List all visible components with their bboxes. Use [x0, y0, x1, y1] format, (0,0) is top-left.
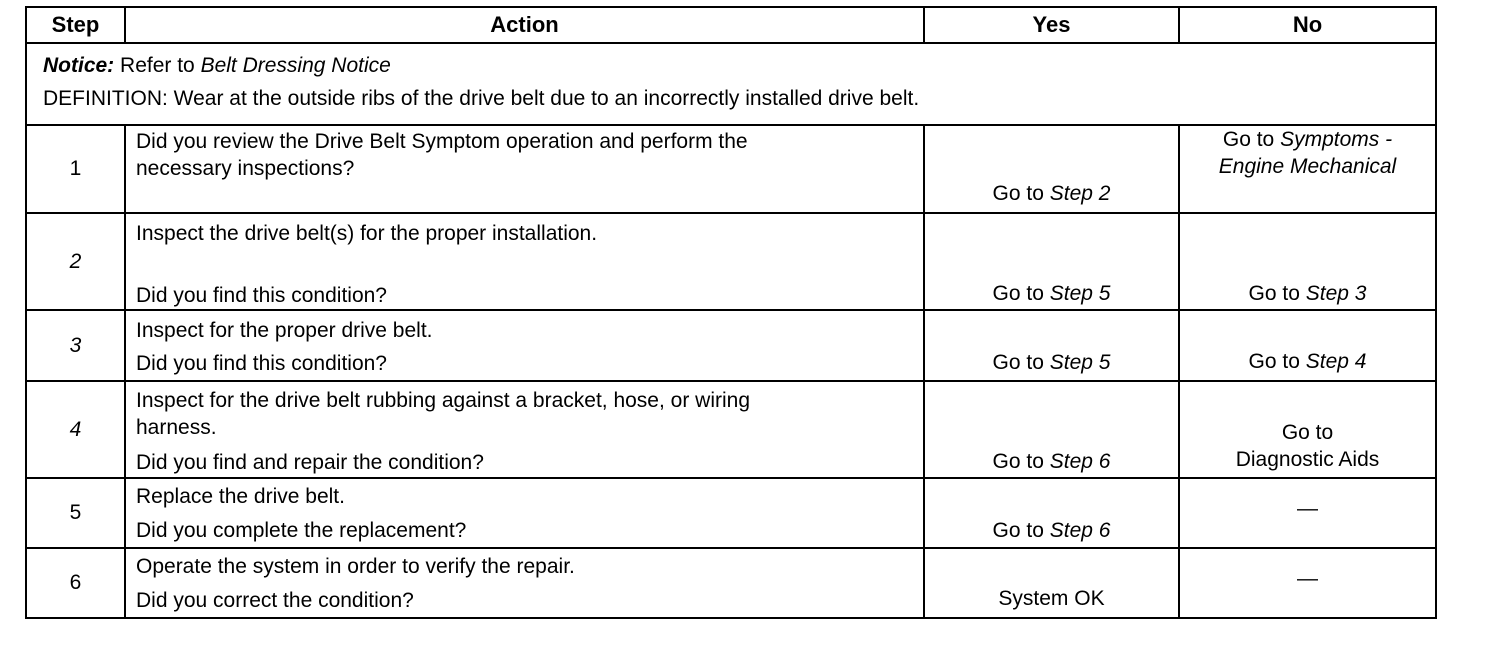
diagnostic-aids-link[interactable]: Diagnostic Aids — [1235, 448, 1380, 471]
no-cell — [1179, 548, 1436, 618]
goto-prefix: Go to — [992, 182, 1044, 205]
goto-prefix: Go to — [992, 519, 1044, 542]
action-text: Inspect the drive belt(s) for the proper installation. — [136, 222, 598, 245]
yes-answer — [925, 180, 1178, 207]
step-link[interactable]: Step 4 — [1305, 350, 1367, 373]
action-question: Did you find this condition? — [136, 284, 387, 307]
goto-prefix: Go to — [1222, 128, 1275, 151]
action-cell — [125, 310, 924, 381]
diagnostic-table — [25, 6, 1437, 619]
symptoms-link-line2[interactable]: Engine Mechanical — [1218, 155, 1397, 178]
header-action: Action — [125, 7, 924, 43]
action-cell — [125, 125, 924, 213]
table-row — [26, 125, 1436, 213]
step-link[interactable]: Step 5 — [1049, 282, 1111, 305]
action-text: necessary inspections? — [136, 157, 355, 180]
notice-label: Notice: — [43, 54, 115, 77]
yes-cell — [924, 125, 1179, 213]
goto-prefix: Go to — [1248, 282, 1300, 305]
action-text: Operate the system in order to verify the repair. — [136, 555, 575, 578]
action-text: Replace the drive belt. — [136, 485, 345, 508]
action-cell — [125, 548, 924, 618]
step-link[interactable]: Step 6 — [1049, 519, 1111, 542]
no-answer-dash: — — [1297, 497, 1318, 520]
action-cell — [125, 478, 924, 548]
table-row — [26, 478, 1436, 548]
action-question: Did you find and repair the condition? — [136, 451, 484, 474]
header-step: Step — [26, 7, 125, 43]
step-link[interactable]: Step 5 — [1049, 351, 1111, 374]
yes-cell — [924, 381, 1179, 478]
no-answer — [1180, 348, 1435, 375]
no-cell — [1179, 381, 1436, 478]
goto-prefix: Go to — [992, 450, 1044, 473]
step-number: 3 — [26, 310, 125, 381]
yes-cell — [924, 213, 1179, 310]
step-link[interactable]: Step 3 — [1305, 282, 1367, 305]
system-ok-text: System OK — [998, 587, 1105, 610]
yes-answer — [925, 448, 1178, 475]
table-row — [26, 213, 1436, 310]
step-link[interactable]: Step 6 — [1049, 450, 1111, 473]
action-text: Inspect for the proper drive belt. — [136, 319, 433, 342]
action-question: Did you complete the replacement? — [136, 519, 467, 542]
definition-text: DEFINITION: Wear at the outside ribs of the drive belt due to an incorrectly installed drive belt. — [43, 87, 920, 110]
notice-line — [43, 52, 1435, 85]
table-row — [26, 548, 1436, 618]
notice-ref: Belt Dressing Notice — [200, 54, 391, 77]
goto-prefix: Go to — [992, 351, 1044, 374]
action-text: Did you review the Drive Belt Symptom operation and perform the — [136, 130, 748, 153]
goto-prefix: Go to — [992, 282, 1044, 305]
step-link[interactable]: Step 2 — [1049, 182, 1111, 205]
no-cell — [1179, 125, 1436, 213]
step-number: 5 — [26, 478, 125, 548]
table-row — [26, 381, 1436, 478]
header-row — [26, 7, 1436, 43]
action-question: Did you correct the condition? — [136, 589, 414, 612]
symptoms-link[interactable]: Symptoms - — [1280, 128, 1393, 151]
header-no: No — [1179, 7, 1436, 43]
action-question: Did you find this condition? — [136, 352, 387, 375]
yes-answer — [925, 517, 1178, 544]
no-cell — [1179, 213, 1436, 310]
step-number: 6 — [26, 548, 125, 618]
notice-row — [26, 43, 1436, 125]
no-answer — [1180, 280, 1435, 307]
action-cell — [125, 213, 924, 310]
yes-cell — [924, 310, 1179, 381]
no-cell — [1179, 478, 1436, 548]
action-text: harness. — [136, 416, 217, 439]
yes-answer — [925, 349, 1178, 376]
table-row — [26, 310, 1436, 381]
no-cell — [1179, 310, 1436, 381]
action-text: Inspect for the drive belt rubbing against a bracket, hose, or wiring — [136, 389, 751, 412]
notice-text: Refer to — [120, 54, 195, 77]
no-answer-dash: — — [1297, 567, 1318, 590]
action-cell — [125, 381, 924, 478]
goto-prefix: Go to — [1248, 350, 1300, 373]
step-number: 1 — [26, 125, 125, 213]
goto-prefix: Go to — [1281, 421, 1334, 444]
step-number: 4 — [26, 381, 125, 478]
step-number: 2 — [26, 213, 125, 310]
header-yes: Yes — [924, 7, 1179, 43]
yes-cell — [924, 548, 1179, 618]
yes-cell — [924, 478, 1179, 548]
no-answer — [1180, 126, 1435, 153]
notice-cell — [26, 43, 1436, 125]
yes-answer — [925, 280, 1178, 307]
